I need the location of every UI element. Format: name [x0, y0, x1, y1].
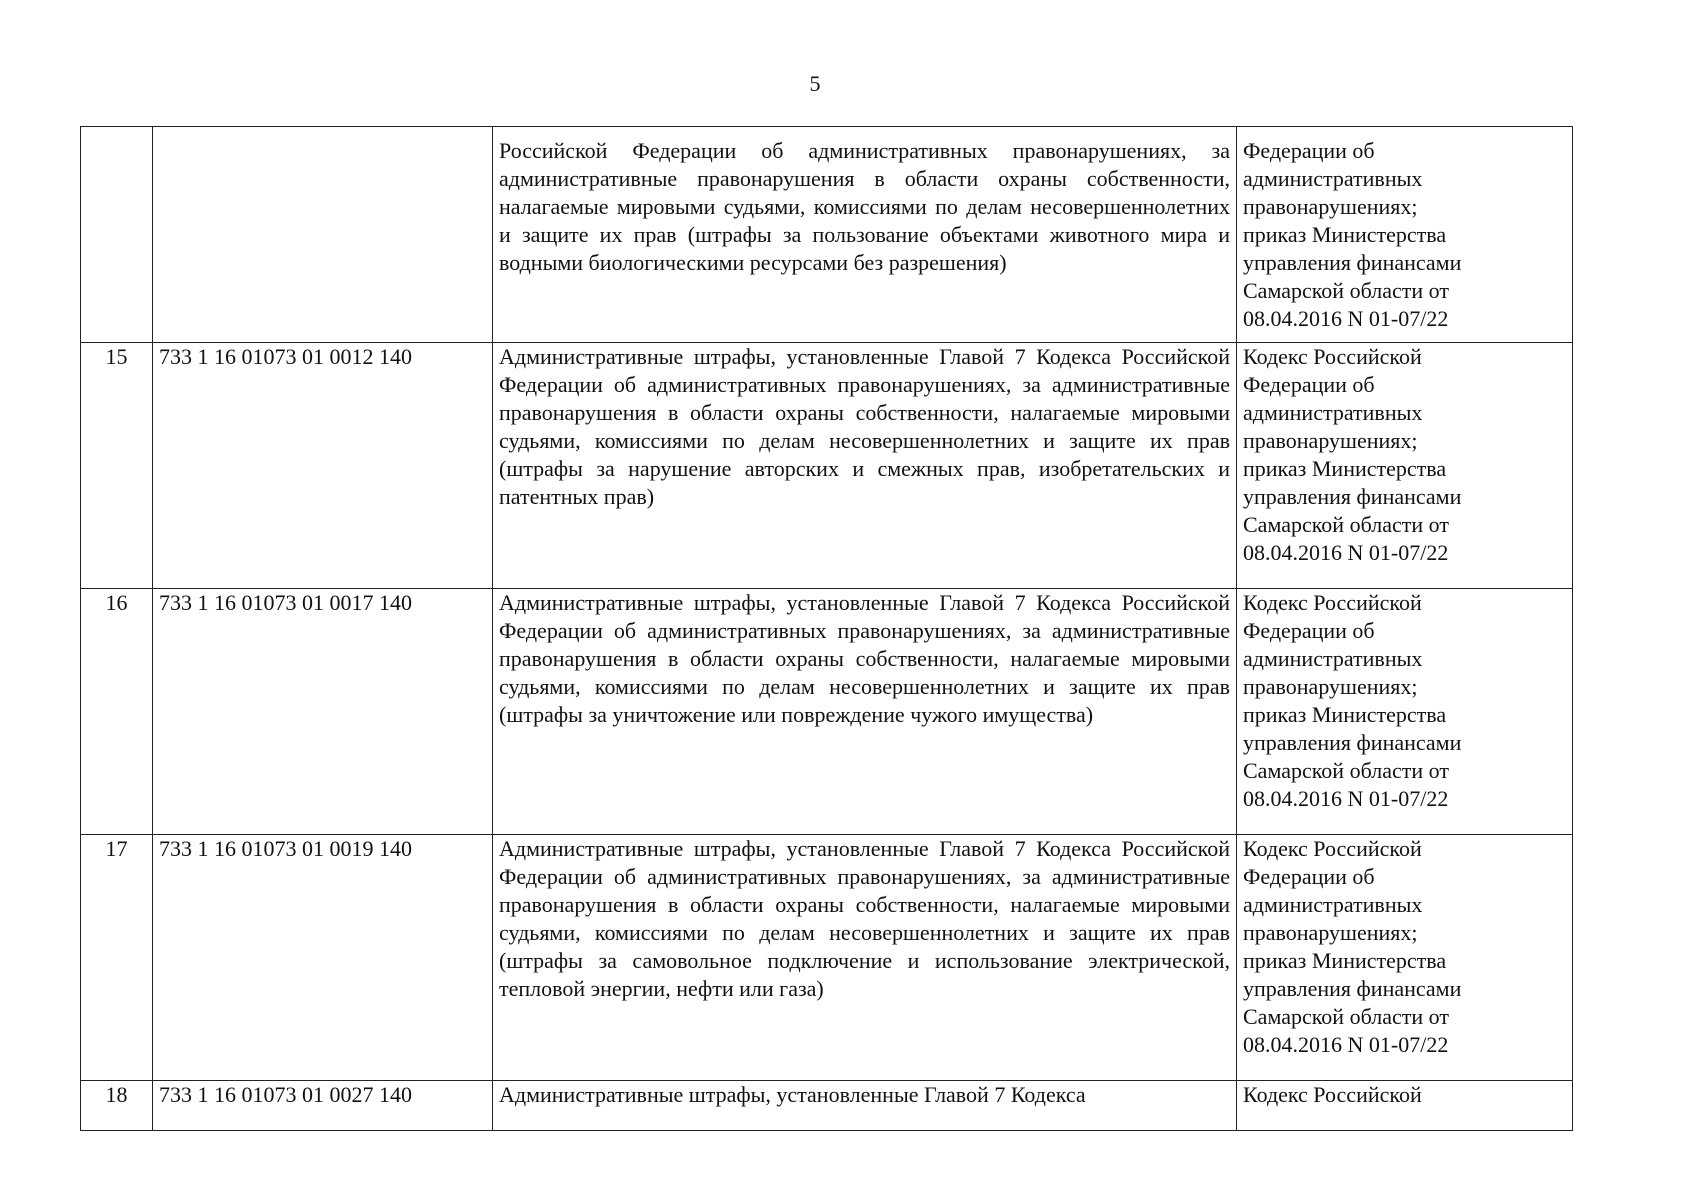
table-row: [81, 589, 1573, 835]
description-cell: Административные штрафы, установленные Главой 7 Кодекса: [493, 1081, 1237, 1131]
budget-code-cell: 733 1 16 01073 01 0012 140: [153, 343, 493, 589]
description-cell: Административные штрафы, установленные Главой 7 Кодекса Российской Федерации об административных правонарушениях, за административные правонарушения в области охраны собственности, налагаемые мировыми судьями, комиссиями по делам несовершеннолетних и защите их прав (штрафы за уничтожение или повреждение чужого имущества): [493, 589, 1237, 835]
budget-code-cell: 733 1 16 01073 01 0027 140: [153, 1081, 493, 1131]
row-number-cell: 17: [81, 835, 153, 1081]
legal-basis-cell: Кодекс Российской Федерации об административных правонарушениях; приказ Министерства управления финансами Самарской области от 08.04.2016 N 01-07/22: [1237, 589, 1573, 835]
description-cell: Административные штрафы, установленные Главой 7 Кодекса Российской Федерации об административных правонарушениях, за административные правонарушения в области охраны собственности, налагаемые мировыми судьями, комиссиями по делам несовершеннолетних и защите их прав (штрафы за нарушение авторских и смежных прав, изобретательских и патентных прав): [493, 343, 1237, 589]
table-row: [81, 1081, 1573, 1131]
budget-code-cell: [153, 127, 493, 343]
row-number-cell: 16: [81, 589, 153, 835]
legal-basis-cell: Кодекс Российской Федерации об административных правонарушениях; приказ Министерства управления финансами Самарской области от 08.04.2016 N 01-07/22: [1237, 835, 1573, 1081]
page-number: 5: [809, 71, 821, 96]
budget-code-cell: 733 1 16 01073 01 0017 140: [153, 589, 493, 835]
legal-basis-cell: Федерации об административных правонарушениях; приказ Министерства управления финансами Самарской области от 08.04.2016 N 01-07/22: [1237, 127, 1573, 343]
table-row: [81, 127, 1573, 343]
description-cell: Административные штрафы, установленные Главой 7 Кодекса Российской Федерации об административных правонарушениях, за административные правонарушения в области охраны собственности, налагаемые мировыми судьями, комиссиями по делам несовершеннолетних и защите их прав (штрафы за самовольное подключение и использование электрической, тепловой энергии, нефти или газа): [493, 835, 1237, 1081]
budget-code-cell: 733 1 16 01073 01 0019 140: [153, 835, 493, 1081]
description-cell: Российской Федерации об административных правонарушениях, за административные правонарушения в области охраны собственности, налагаемые мировыми судьями, комиссиями по делам несовершеннолетних и защите их прав (штрафы за пользование объектами животного мира и водными биологическими ресурсами без разрешения): [493, 127, 1237, 343]
table-row: [81, 835, 1573, 1081]
table-row: [81, 343, 1573, 589]
legal-basis-cell: Кодекс Российской: [1237, 1081, 1573, 1131]
legal-basis-cell: Кодекс Российской Федерации об административных правонарушениях; приказ Министерства управления финансами Самарской области от 08.04.2016 N 01-07/22: [1237, 343, 1573, 589]
row-number-cell: 15: [81, 343, 153, 589]
row-number-cell: 18: [81, 1081, 153, 1131]
revenue-codes-table: [80, 126, 1573, 1131]
row-number-cell: [81, 127, 153, 343]
